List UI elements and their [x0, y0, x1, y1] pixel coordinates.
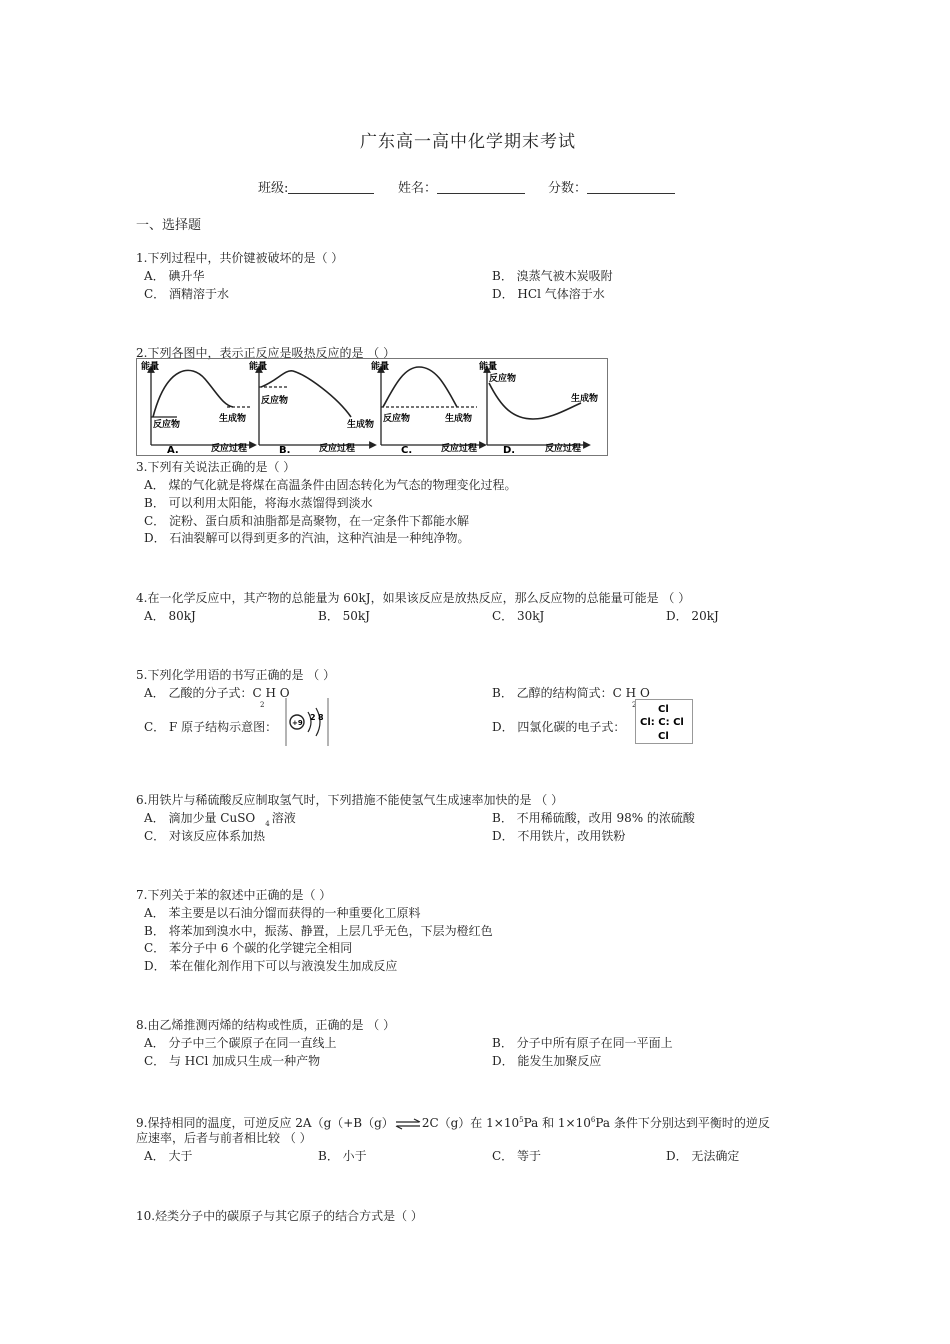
q6-option-c: C． 对该反应体系加热 [144, 829, 265, 843]
q7-stem: 7.下列关于苯的叙述中正确的是（ ） [136, 888, 332, 902]
q2-energy-diagrams [136, 358, 608, 456]
reactant-c: 反应物 [383, 414, 411, 424]
product-b: 生成物 [347, 420, 375, 430]
name-blank[interactable] [437, 181, 525, 194]
q8-option-d: D． 能发生加聚反应 [492, 1054, 602, 1068]
xlabel-a: 反应过程 [211, 444, 248, 454]
nucleus-label: +9 [292, 719, 303, 727]
reactant-d: 反应物 [489, 374, 517, 384]
q6-stem: 6.用铁片与稀硫酸反应制取氢气时，下列措施不能使氢气生成速率加快的是 （ ） [136, 793, 564, 807]
ccl4-top: Cl [658, 704, 669, 715]
ylabel-a: 能量 [141, 362, 160, 372]
q9-option-b: B． 小于 [318, 1149, 367, 1163]
q9-exponent-2: 6 [590, 1116, 596, 1124]
q6-option-d: D． 不用铁片，改用铁粉 [492, 829, 626, 843]
score-blank[interactable] [587, 181, 675, 194]
ylabel-c: 能量 [371, 362, 390, 372]
q7-option-c: C． 苯分子中 6 个碳的化学键完全相同 [144, 941, 353, 955]
q1-option-d: D． HCl 气体溶于水 [492, 287, 605, 301]
curve-d [489, 383, 581, 419]
q2-diagram-svg [137, 359, 607, 455]
q8-option-b: B． 分子中所有原子在同一平面上 [492, 1036, 673, 1050]
q6-option-b: B． 不用稀硫酸，改用 98% 的浓硫酸 [492, 811, 695, 825]
q5-a-h: H [265, 686, 276, 700]
curve-a [153, 370, 233, 417]
name-label: 姓名： [398, 181, 438, 196]
diagram-d [479, 360, 598, 455]
class-field [258, 181, 374, 197]
product-c: 生成物 [445, 414, 473, 424]
product-a: 生成物 [219, 414, 247, 424]
score-field [548, 181, 675, 197]
q9-stem: 9.保持相同的温度，可逆反应 2A（g（+B（g） 2C（g）在 $1\times 10^5Pa$ 和 $1\times 10^6Pa$ 条件下分别达到平衡时的逆反 [136, 1116, 770, 1130]
letter-b: B. [279, 445, 291, 455]
q10-stem: 10.烃类分子中的碳原子与其它原子的结合方式是（ ） [136, 1209, 423, 1223]
q3-stem: 3.下列有关说法正确的是（ ） [136, 460, 296, 474]
q3-option-d: D． 石油裂解可以得到更多的汽油，这种汽油是一种纯净物。 [144, 531, 470, 545]
ccl4-bottom: Cl [658, 731, 669, 742]
q5-b-h: H [625, 686, 637, 700]
diagram-a [141, 360, 253, 455]
letter-d: D. [503, 445, 516, 455]
product-d: 生成物 [571, 394, 599, 404]
class-label: 班级: [258, 181, 289, 196]
q1-option-b: B． 溴蒸气被木炭吸附 [492, 269, 613, 283]
q5-option-b: B． 乙醇的结构简式：C H O [492, 686, 650, 700]
score-label: 分数： [548, 181, 588, 196]
shell-2-electrons: 8 [318, 713, 324, 722]
curve-c [383, 367, 457, 407]
q6-a-subscript: 4 [265, 820, 270, 828]
q3-option-b: B． 可以利用太阳能，将海水蒸馏得到淡水 [144, 496, 373, 510]
class-blank[interactable] [288, 181, 374, 194]
q8-option-a: A． 分子中三个碳原子在同一直线上 [144, 1036, 337, 1050]
q9-exponent-1: 5 [519, 1116, 524, 1124]
q4-stem: 4.在一化学反应中，其产物的总能量为 60kJ，如果该反应是放热反应，那么反应物的总能量可能是 （ ） [136, 591, 691, 605]
curve-b [261, 371, 351, 417]
q6-option-a: A． 滴加少量 CuSO $_4$ 溶液 [144, 811, 296, 828]
ylabel-b: 能量 [249, 362, 268, 372]
q8-option-c: C． 与 HCl 加成只生成一种产物 [144, 1054, 321, 1068]
q9-option-d: D． 无法确定 [666, 1149, 740, 1163]
letter-c: C. [401, 445, 413, 455]
ccl4-electron-formula [635, 699, 693, 744]
section-heading: 一、选择题 [136, 218, 202, 233]
ccl4-svg [636, 700, 692, 743]
reactant-a: 反应物 [153, 420, 181, 430]
f-atom-svg [284, 698, 330, 746]
q9-option-a: A． 大于 [144, 1149, 193, 1163]
xlabel-c: 反应过程 [441, 444, 478, 454]
q1-stem: 1.下列过程中，共价键被破坏的是（ ） [136, 251, 344, 265]
q7-option-b: B． 将苯加到溴水中，振荡、静置，上层几乎无色，下层为橙红色 [144, 924, 493, 938]
xlabel-d: 反应过程 [545, 444, 582, 454]
shell-1-electrons: 2 [310, 713, 316, 722]
q7-option-d: D． 苯在催化剂作用下可以与液溴发生加成反应 [144, 959, 398, 973]
q5-b-o: O [639, 686, 650, 700]
diagram-c [371, 360, 483, 455]
reactant-b: 反应物 [261, 396, 289, 406]
letter-a: A. [167, 445, 179, 455]
q4-option-b: B． 50kJ [318, 609, 370, 623]
q5-stem: 5.下列化学用语的书写正确的是 （ ） [136, 668, 336, 682]
q9-option-c: C． 等于 [492, 1149, 541, 1163]
q5-option-d: D． 四氯化碳的电子式： [492, 720, 626, 734]
q5-option-a: A． 乙酸的分子式：C H O [144, 686, 290, 700]
q4-option-a: A． 80kJ [144, 609, 196, 623]
q1-option-c: C． 酒精溶于水 [144, 287, 229, 301]
q8-stem: 8.由乙烯推测丙烯的结构或性质，正确的是 （ ） [136, 1018, 396, 1032]
q2-stem: 2.下列各图中，表示正反应是吸热反应的是 （ ） [136, 346, 396, 360]
page-title: 广东高一高中化学期末考试 [360, 132, 576, 152]
q1-option-a: A． 碘升华 [144, 269, 205, 283]
q5-option-c: C． F 原子结构示意图： [144, 720, 278, 734]
q4-option-d: D． 20kJ [666, 609, 719, 623]
f-atom-structure-diagram [284, 698, 330, 746]
ccl4-middle: Cl: C: Cl [640, 717, 684, 728]
q9-stem-line2: 应速率，后者与前者相比较 （ ） [136, 1131, 312, 1145]
q5-a-o: O [279, 686, 290, 700]
q7-option-a: A． 苯主要是以石油分馏而获得的一种重要化工原料 [144, 906, 421, 920]
diagram-b [249, 360, 374, 455]
equilibrium-arrow-icon [395, 1118, 421, 1130]
ylabel-d: 能量 [479, 362, 498, 372]
q5-b-subscript: 2 [632, 701, 637, 709]
q5-a-subscript: 2 [260, 701, 265, 709]
xlabel-b: 反应过程 [319, 444, 356, 454]
q3-option-a: A． 煤的气化就是将煤在高温条件由固态转化为气态的物理变化过程。 [144, 478, 517, 492]
name-field [398, 181, 525, 197]
q3-option-c: C． 淀粉、蛋白质和油脂都是高聚物，在一定条件下都能水解 [144, 514, 469, 528]
q4-option-c: C． 30kJ [492, 609, 545, 623]
